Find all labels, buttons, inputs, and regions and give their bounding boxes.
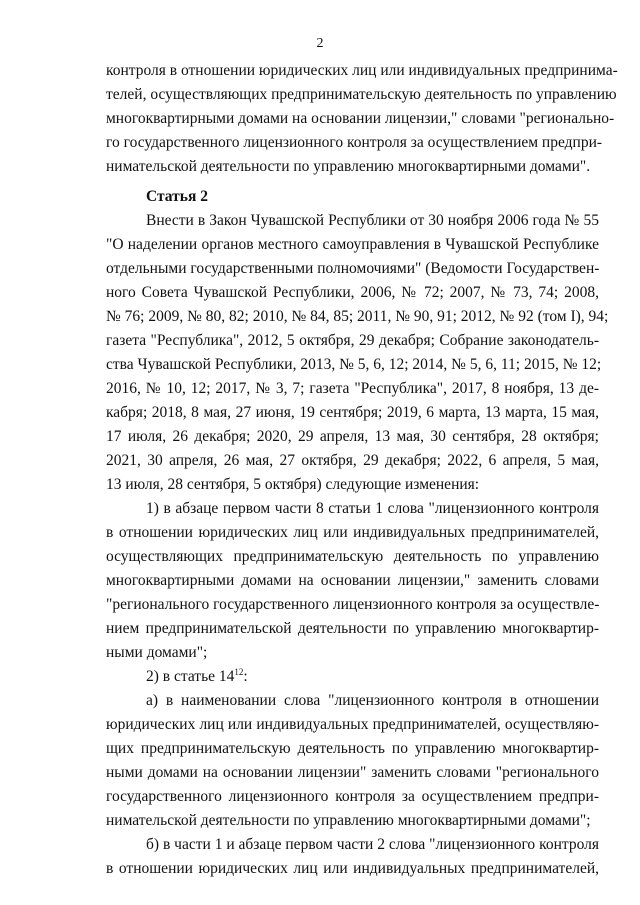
text-line: "регионального государственного лицензионного контроля за осуществле- xyxy=(106,596,600,613)
text-line: щих предпринимательскую деятельность по управлению многоквартир- xyxy=(106,740,599,757)
text-line: нимательской деятельности по управлению многоквартирными домами". xyxy=(106,158,591,175)
text-line: осуществляющих предпринимательскую деятельность по управлению xyxy=(106,548,599,565)
text-line: 1) в абзаце первом части 8 статьи 1 слова "лицензионного контроля xyxy=(146,500,599,517)
text-line: ными домами"; xyxy=(106,644,208,661)
text-line: 17 июля, 26 декабря; 2020, 29 апреля, 13 мая, 30 сентября, 28 октября; xyxy=(106,428,599,445)
text-line: государственного лицензионного контроля за осуществлением предпри- xyxy=(106,788,599,805)
text-line: № 76; 2009, № 80, 82; 2010, № 84, 85; 2011, № 90, 91; 2012, № 92 (том I), 94; xyxy=(106,308,609,325)
item-2-superscript: 12 xyxy=(234,666,244,677)
text-line: "О наделении органов местного самоуправления в Чувашской Республике xyxy=(106,236,599,253)
item-2-suffix: : xyxy=(243,668,248,685)
text-line: контроля в отношении юридических лиц или индивидуальных предпринима- xyxy=(106,62,618,79)
text-line: нимательской деятельности по управлению многоквартирными домами"; xyxy=(106,812,591,829)
text-line: а) в наименовании слова "лицензионного контроля в отношении xyxy=(146,692,599,709)
text-line: 13 июля, 28 сентября, 5 октября) следующие изменения: xyxy=(106,476,480,493)
text-line: многоквартирными домами на основании лицензии," заменить словами xyxy=(106,572,599,589)
text-line: многоквартирными домами на основании лицензии," словами "регионально- xyxy=(106,110,615,127)
text-line: в отношении юридических лиц или индивидуальных предпринимателей, xyxy=(106,524,599,541)
text-line: в отношении юридических лиц или индивидуальных предпринимателей, xyxy=(106,860,599,877)
text-line: ства Чувашской Республики, 2013, № 5, 6, 12; 2014, № 5, 6, 11; 2015, № 12; xyxy=(106,356,602,373)
item-2-prefix: 2) в статье 14 xyxy=(146,668,235,685)
text-line: отдельными государственными полномочиями" (Ведомости Государствен- xyxy=(106,260,600,277)
text-line: юридических лиц или индивидуальных предпринимателей, осуществляю- xyxy=(106,716,599,733)
item-2-line xyxy=(146,666,599,688)
text-line: кабря; 2018, 8 мая, 27 июня, 19 сентября; 2019, 6 марта, 13 марта, 15 мая, xyxy=(106,404,599,421)
text-line: нием предпринимательской деятельности по управлению многоквартир- xyxy=(106,620,599,637)
text-line: го государственного лицензионного контроля за осуществлением предпри- xyxy=(106,134,603,151)
article-heading: Статья 2 xyxy=(146,188,208,205)
text-line: Внести в Закон Чувашской Республики от 30 ноября 2006 года № 55 xyxy=(146,212,599,229)
text-line: ного Совета Чувашской Республики, 2006, № 72; 2007, № 73, 74; 2008, xyxy=(106,284,599,301)
text-line: телей, осуществляющих предпринимательскую деятельность по управлению xyxy=(106,86,617,103)
text-line: газета "Республика", 2012, 5 октября, 29 декабря; Собрание законодатель- xyxy=(106,332,599,349)
text-line: б) в части 1 и абзаце первом части 2 слова "лицензионного контроля xyxy=(146,836,599,853)
text-line: ными домами на основании лицензии" заменить словами "регионального xyxy=(106,764,599,781)
page-number: 2 xyxy=(316,36,324,51)
text-line: 2016, № 10, 12; 2017, № 3, 7; газета "Республика", 2017, 8 ноября, 13 де- xyxy=(106,380,599,397)
text-line: 2021, 30 апреля, 26 мая, 27 октября, 29 декабря; 2022, 6 апреля, 5 мая, xyxy=(106,452,599,469)
